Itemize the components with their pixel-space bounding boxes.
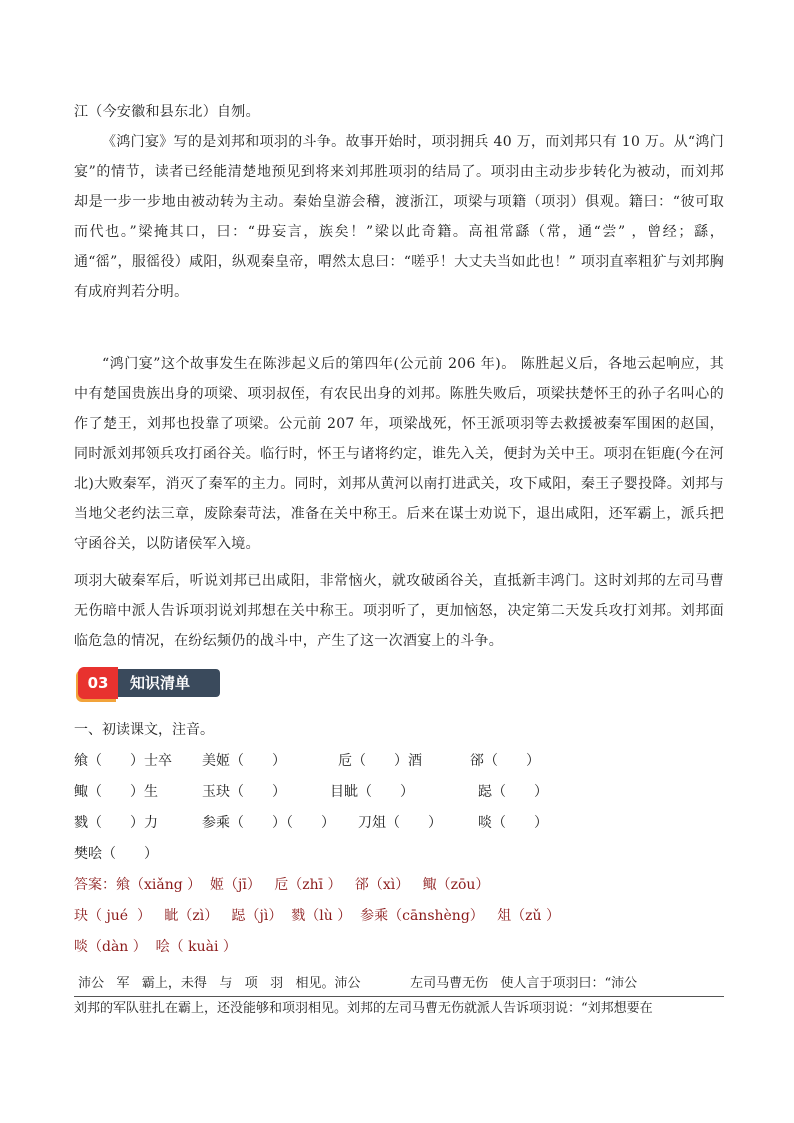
exercise-title: 一、初读课文，注音。 xyxy=(74,722,214,738)
exercise-item: 樊哙（ ） xyxy=(74,846,158,862)
translation-modern: 刘邦的军队驻扎在霸上，还没能够和项羽相见。刘邦的左司马曹无伤就派人告诉项羽说：“刘邦想要在 xyxy=(74,1001,653,1016)
answer-line: 啖（dàn ） 哙（ kuài ） xyxy=(74,939,237,955)
exercise-row xyxy=(74,808,724,839)
exercise-item: 卮（ ）酒 xyxy=(338,753,422,769)
exercise-row xyxy=(74,839,724,870)
exercise-row xyxy=(74,777,724,808)
paragraph-hongmen-summary: 《鸿门宴》写的是刘邦和项羽的斗争。故事开始时，项羽拥兵 40 万，而刘邦只有 10 万。从“鸿门宴”的情节，读者已经能清楚地预见到将来刘邦胜项羽的结局了。项羽由主动步步转化为被动，而刘邦却是一步一步地由被动转为主动。秦始皇游会稽，渡浙江，项梁与项籍（项羽）俱观。籍曰：“彼可取而代也。”梁掩其口，曰：“毋妄言，族矣！”梁以此奇籍。高祖常繇（常，通“尝” ，曾经；繇，通“徭”，服徭役）咸阳，纵观秦皇帝，喟然太息曰：“嗟乎！大丈夫当如此也！” 项羽直率粗犷与刘邦胸有成府判若分明。 xyxy=(74,134,724,300)
translation-original: 沛公 军 霸上，未得 与 项 羽 相见。沛公 左司马曹无伤 使人言于项羽曰：“沛公 xyxy=(74,972,724,997)
exercise-item: 啖（ ） xyxy=(478,815,548,831)
exercise-item: 飨（ ）士卒 xyxy=(74,753,172,769)
exercise-item: 戮（ ）力 xyxy=(74,815,158,831)
exercise-item: 目眦（ ） xyxy=(330,784,414,800)
exercise-item: 鲰（ ）生 xyxy=(74,784,158,800)
paragraph-conflict: 项羽大破秦军后，听说刘邦已出咸阳，非常恼火，就攻破函谷关，直抵新丰鸿门。这时刘邦的左司马曹无伤暗中派人告诉项羽说刘邦想在关中称王。项羽听了，更加恼怒，决定第二天发兵攻打刘邦。刘邦面临危急的情况，在纷纭频仍的战斗中，产生了这一次酒宴上的斗争。 xyxy=(74,573,724,649)
exercise-item: 刀俎（ ） xyxy=(358,815,442,831)
paragraph-background: “鸿门宴”这个故事发生在陈涉起义后的第四年(公元前 206 年)。 陈胜起义后，各地云起响应，其中有楚国贵族出身的项梁、项羽叔侄，有农民出身的刘邦。陈胜失败后，项梁扶楚怀王的孙子名叫心的作了楚王，刘邦也投靠了项梁。公元前 207 年，项梁战死，怀王派项羽等去救援被秦军围困的赵国， 同时派刘邦领兵攻打函谷关。临行时，怀王与诸将约定，谁先入关，便封为关中王。项羽在钜鹿(今在河北)大败秦军，消灭了秦军的主力。同时，刘邦从黄河以南打进武关，攻下咸阳，秦王子婴投降。刘邦与当地父老约法三章，废除秦苛法，准备在关中称王。后来在谋士劝说下，退出咸阳，还军霸上，派兵把守函谷关，以防诸侯军入境。 xyxy=(74,356,724,552)
exercise-item: 玉玦（ ） xyxy=(202,784,286,800)
exercise-item: 美姬（ ） xyxy=(202,753,286,769)
exercise-item: 跽（ ） xyxy=(478,784,548,800)
exercise-row xyxy=(74,746,724,777)
answer-line: 玦（ jué ） 眦（zì） 跽（jì） 戮（lù ） 参乘（cānshèng） 俎（zǔ ） xyxy=(74,908,560,924)
exercise-item: 郤（ ） xyxy=(470,753,540,769)
answer-line: 答案：飨（xiǎng ） 姬（jī） 卮（zhī ） 郤（xì） 鲰（zōu） xyxy=(74,877,490,893)
section-header-badge xyxy=(78,667,222,699)
section-number: 03 xyxy=(78,667,118,699)
exercise-grid xyxy=(74,746,724,870)
exercise-item: 参乘（ ）（ ） xyxy=(202,815,335,831)
paragraph-intro-end: 江（今安徽和县东北）自刎。 xyxy=(74,104,260,120)
section-title-label: 知识清单 xyxy=(118,669,220,697)
